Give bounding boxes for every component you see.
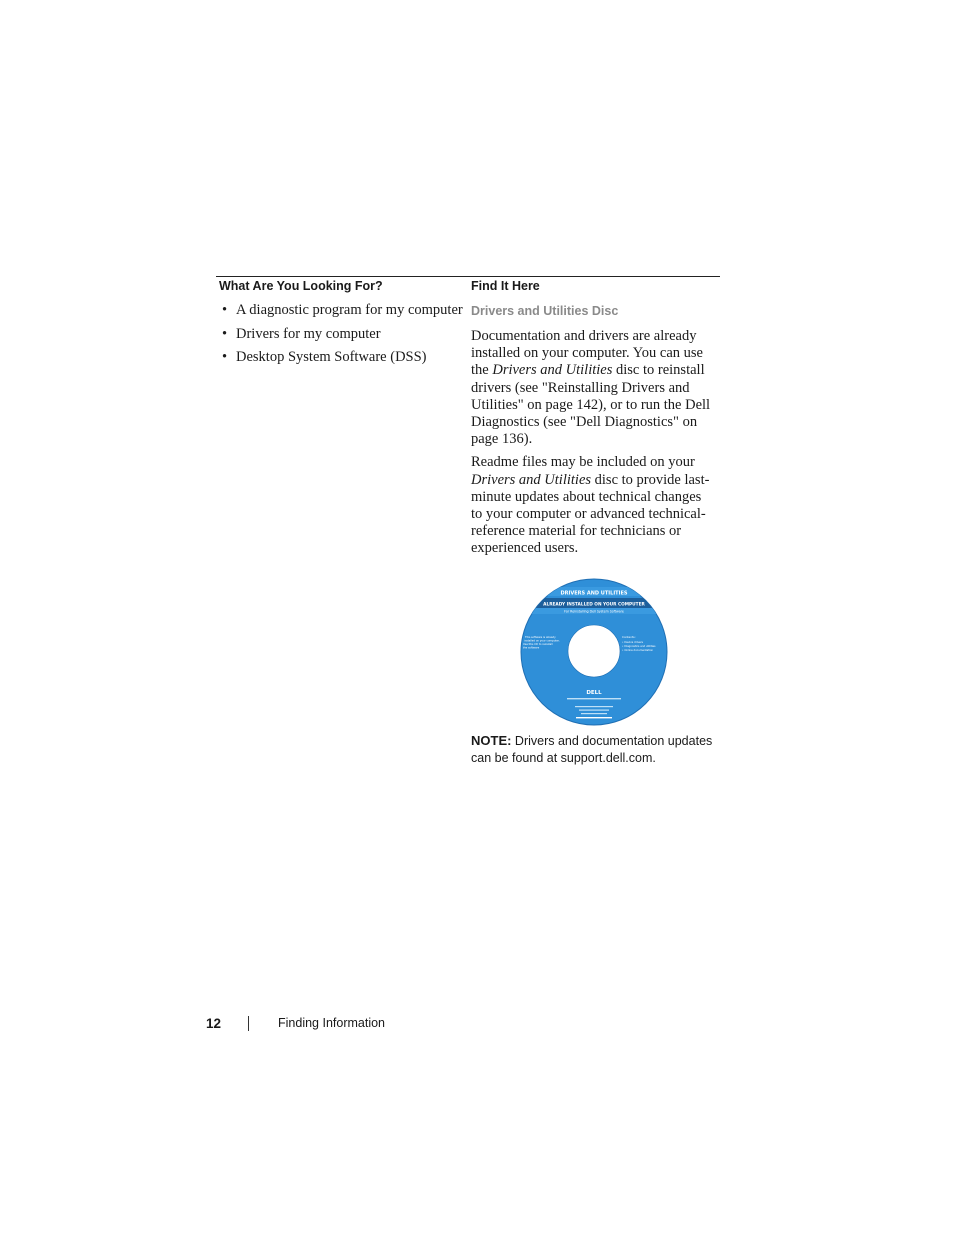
- disc-left-text-2: installed on your computer.: [524, 639, 560, 643]
- table-header-rule: [216, 276, 720, 277]
- disc-subtitle: For Reinstalling Dell System Software: [564, 609, 624, 614]
- drivers-disc-image: [519, 577, 669, 727]
- disc-right-item-3: • Online documentation: [622, 649, 654, 652]
- disc-left-text-3: Use this CD to reinstall: [523, 643, 553, 646]
- support-link[interactable]: support.dell.com: [560, 751, 653, 765]
- bullet-icon: •: [222, 325, 228, 342]
- disc-right-item-1: • Device drivers: [622, 641, 644, 644]
- disc-right-header: Contents:: [622, 635, 636, 639]
- disc-icon: [519, 577, 669, 727]
- disc-left-text-4: the software: [523, 646, 540, 650]
- paragraph-readme: Readme files may be included on your Drivers and Utilities disc to provide last- minute updates about technical changes to your computer or advanced technical- reference material for technicians or experienced users.: [471, 454, 710, 557]
- disc-right-item-2: • Diagnostics and utilities: [622, 645, 656, 648]
- disc-left-text-1: This software is already: [525, 636, 556, 639]
- list-item: • Drivers for my computer: [222, 325, 381, 342]
- section-heading: Drivers and Utilities Disc: [471, 304, 619, 318]
- note-block: NOTE: Drivers and documentation updates can be found at support.dell.com.: [471, 733, 713, 765]
- bullet-icon: •: [222, 302, 228, 318]
- paragraph-documentation: Documentation and drivers are already installed on your computer. You can use the Drivers and Utilities disc to reinstall drivers (see "Reinstalling Drivers and Utilities" on page 142), or to run the Dell Diagnostics (see "Dell Diagnostics" on page 136).: [471, 328, 711, 448]
- bullet-icon: •: [222, 349, 228, 365]
- disc-brand-logo: DELL: [586, 690, 602, 696]
- disc-title: DRIVERS AND UTILITIES: [560, 590, 628, 597]
- disc-banner: ALREADY INSTALLED ON YOUR COMPUTER: [543, 602, 645, 608]
- page-number: 12: [206, 1016, 222, 1031]
- footer-divider: [248, 1016, 249, 1031]
- looking-for-list: [222, 302, 462, 373]
- find-it-here-column: [471, 302, 719, 564]
- list-item: • Desktop System Software (DSS): [222, 349, 427, 365]
- list-item: • A diagnostic program for my computer: [222, 302, 463, 318]
- column-header-find-it-here: Find It Here: [471, 279, 540, 293]
- footer-section-title: Finding Information: [278, 1016, 386, 1030]
- column-header-looking-for: What Are You Looking For?: [219, 279, 383, 293]
- note-label: NOTE:: [471, 733, 512, 748]
